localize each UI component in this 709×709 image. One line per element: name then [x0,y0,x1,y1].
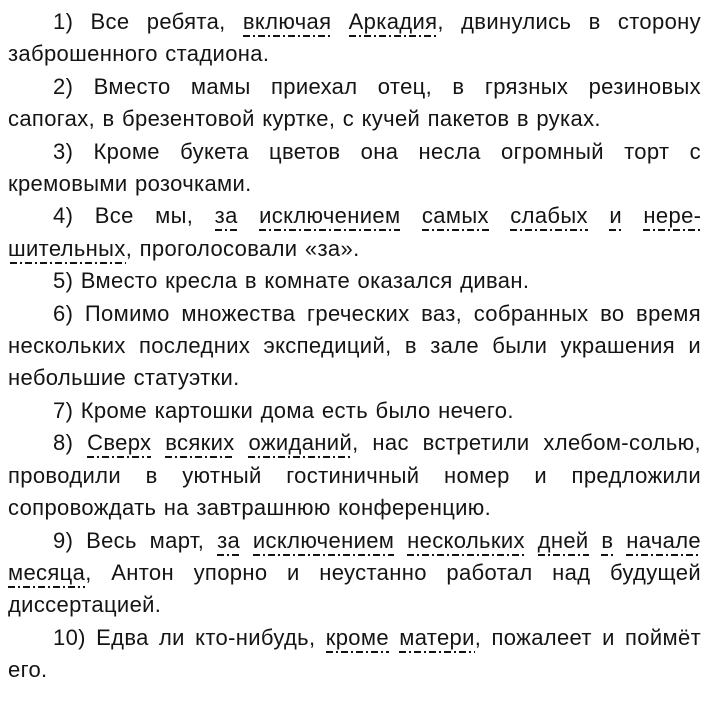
underlined-modifier: дней [538,528,589,556]
sentence-text: Помимо множества греческих ваз, собранных во время нескольких последних экспедиций, в зале были украшения и небольшие статуэтки. [8,300,701,391]
sentence-text [235,430,249,455]
sentence-text: Вместо мамы приехал отец, в грязных резиновых сапогах, в брезентовой куртке, с кучей пакетов в руках. [8,73,701,132]
sentence-number: 7) [53,397,74,423]
underlined-modifier: кроме [326,625,389,653]
sentence-number: 6) [53,300,74,326]
sentence-text [238,203,259,228]
underlined-modifier: матери [399,625,475,653]
sentence-text: , пожалеет и поймёт его. [8,624,701,683]
sentence-text [622,203,643,228]
sentence-item [8,71,701,136]
sentence-text [151,430,165,455]
sentence-item [8,298,701,395]
sentence-item [8,6,701,71]
sentence-text: Кроме букета цветов она несла огромный торт с кремовыми розочками. [8,138,701,197]
sentence-text [489,203,510,228]
sentence-text [389,625,399,650]
underlined-modifier: слабых [510,203,588,231]
underlined-modifier: и [609,203,622,231]
underlined-modifier: исключением [259,203,400,231]
sentence-text: , нас встретили хлебом-солью, проводили в уютный гостиничный номер и предложили сопровождать на завтрашнюю конференцию. [8,430,701,521]
underlined-modifier: исключением [253,528,394,556]
sentence-number: 2) [53,73,74,99]
sentence-item [8,427,701,524]
sentence-item [8,525,701,622]
sentence-text: , проголосовали «за». [125,235,360,261]
underlined-modifier: ожиданий [248,430,352,458]
sentence-text: Все мы, [94,203,215,229]
sentence-text: , Антон упорно и неустанно работал над будущей диссертацией. [8,559,701,618]
sentence-text: Едва ли кто-нибудь, [96,624,326,650]
sentence-number: 5) [53,268,74,294]
underlined-modifier: всяких [165,430,234,458]
sentence-number: 4) [53,203,74,229]
sentence-text: , двинулись в сторону заброшенного стадиона. [8,9,702,67]
sentence-number: 9) [53,527,74,553]
sentence-number: 8) [53,430,74,456]
sentence-item [8,200,701,265]
sentence-text [400,203,421,228]
underlined-modifier: самых [422,203,489,231]
sentence-text: Кроме картошки дома есть было нечего. [80,397,514,423]
sentence-text [331,9,348,34]
sentence-text [589,528,602,553]
underlined-modifier: Аркадия [349,9,438,37]
underlined-modifier: в [601,528,613,556]
underlined-modifier: Сверх [87,430,151,458]
sentence-item [8,136,701,201]
sentence-item [8,395,701,427]
sentence-text: Весь март, [86,527,218,553]
underlined-modifier: за [215,203,238,231]
sentence-text: Все ребята, [90,9,243,34]
underlined-modifier: месяца [8,560,85,588]
sentence-text: Вместо кресла в комнате оказался диван. [80,268,530,294]
underlined-modifier: нескольких [407,528,525,556]
underlined-modifier: за [217,528,240,556]
underlined-modifier: начале [626,528,701,556]
sentence-list [8,6,701,687]
sentence-text [525,528,538,553]
underlined-modifier: включая [243,9,331,37]
sentence-text [588,203,609,228]
sentence-item [8,622,701,687]
sentence-number: 10) [53,624,86,650]
underlined-modifier: нерешительных [8,203,701,263]
sentence-number: 1) [53,9,74,34]
sentence-text [613,528,626,553]
sentence-text [394,528,407,553]
sentence-item [8,265,701,297]
sentence-number: 3) [53,138,74,164]
sentence-text [240,528,253,553]
